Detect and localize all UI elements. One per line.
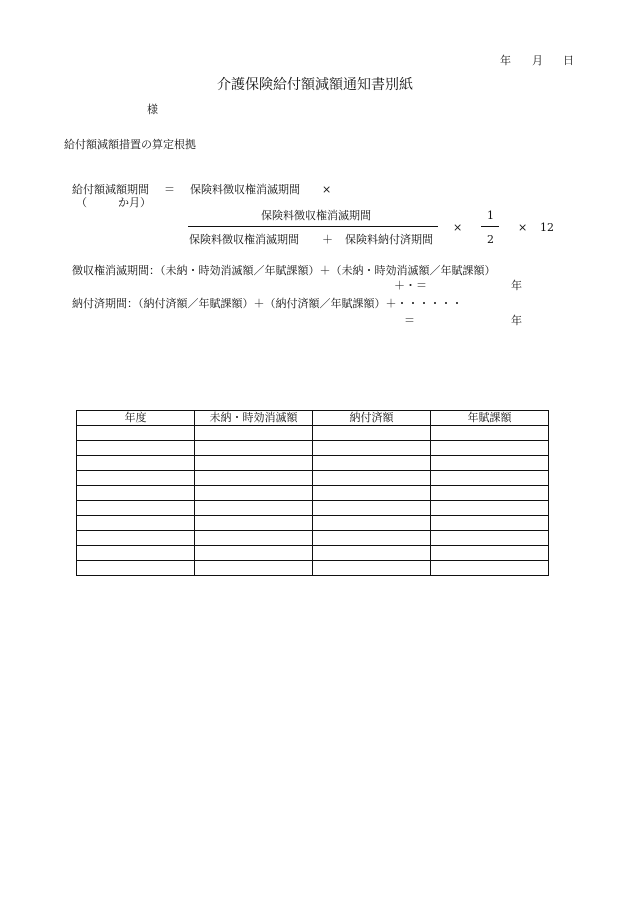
recipient-suffix: 様 bbox=[147, 103, 158, 116]
table-cell bbox=[77, 546, 195, 561]
months-open-paren: （ bbox=[76, 196, 87, 209]
table-cell bbox=[313, 441, 431, 456]
period-label: 給付額減額期間 bbox=[72, 183, 149, 196]
payment-record-table bbox=[76, 410, 549, 576]
table-cell bbox=[431, 471, 549, 486]
table-cell bbox=[195, 561, 313, 576]
table-cell bbox=[77, 456, 195, 471]
table-cell bbox=[77, 516, 195, 531]
denominator-plus: ＋ bbox=[322, 233, 333, 246]
paid-year-unit: 年 bbox=[511, 314, 522, 327]
table-row bbox=[77, 456, 549, 471]
formula-equals: ＝ bbox=[164, 183, 175, 196]
half-fraction-bar bbox=[481, 226, 499, 227]
table-cell bbox=[195, 516, 313, 531]
fraction-numerator: 保険料徴収権消滅期間 bbox=[261, 209, 371, 222]
table-row bbox=[77, 501, 549, 516]
table-cell bbox=[77, 531, 195, 546]
table-row bbox=[77, 441, 549, 456]
table-cell bbox=[77, 501, 195, 516]
table-cell bbox=[431, 531, 549, 546]
table-row bbox=[77, 486, 549, 501]
table-cell bbox=[431, 561, 549, 576]
table-header-row bbox=[77, 411, 549, 426]
paid-equals: ＝ bbox=[404, 314, 415, 327]
table-row bbox=[77, 516, 549, 531]
table-row bbox=[77, 561, 549, 576]
paid-period-line: 納付済期間：（納付済額／年賦課額）＋（納付済額／年賦課額）＋・・・・・・ bbox=[72, 297, 463, 310]
table-cell bbox=[195, 531, 313, 546]
date-day-label: 日 bbox=[563, 54, 574, 67]
table-cell bbox=[431, 456, 549, 471]
table-cell bbox=[195, 426, 313, 441]
table-cell bbox=[77, 561, 195, 576]
table-row bbox=[77, 531, 549, 546]
table-cell bbox=[431, 426, 549, 441]
table-cell bbox=[313, 516, 431, 531]
table-cell bbox=[77, 441, 195, 456]
table-cell bbox=[313, 471, 431, 486]
header-fiscal-year: 年度 bbox=[77, 411, 195, 426]
table-cell bbox=[431, 441, 549, 456]
denominator-extinction: 保険料徴収権消滅期間 bbox=[189, 233, 299, 246]
table-cell bbox=[313, 456, 431, 471]
table-row bbox=[77, 471, 549, 486]
table-cell bbox=[313, 546, 431, 561]
table-cell bbox=[195, 471, 313, 486]
table-cell bbox=[313, 426, 431, 441]
table-cell bbox=[195, 441, 313, 456]
table-cell bbox=[313, 486, 431, 501]
table-cell bbox=[313, 501, 431, 516]
table-cell bbox=[431, 501, 549, 516]
times-sign-1: × bbox=[322, 183, 332, 196]
table-cell bbox=[313, 531, 431, 546]
extinction-period-line: 徴収権消滅期間：（未納・時効消滅額／年賦課額）＋（未納・時効消滅額／年賦課額） bbox=[72, 264, 496, 277]
section-heading: 給付額減額措置の算定根拠 bbox=[64, 138, 196, 151]
table-cell bbox=[77, 486, 195, 501]
table-cell bbox=[431, 486, 549, 501]
table-cell bbox=[77, 471, 195, 486]
document-title: 介護保険給付額減額通知書別紙 bbox=[217, 77, 413, 93]
table-cell bbox=[431, 516, 549, 531]
header-paid-amount: 納付済額 bbox=[313, 411, 431, 426]
table-cell bbox=[195, 501, 313, 516]
half-denominator: 2 bbox=[487, 233, 494, 246]
times-sign-2: × bbox=[453, 221, 463, 234]
header-unpaid-amount: 未納・時効消滅額 bbox=[195, 411, 313, 426]
period-term: 保険料徴収権消滅期間 bbox=[190, 183, 300, 196]
half-numerator: 1 bbox=[487, 209, 494, 222]
table-row bbox=[77, 426, 549, 441]
table-cell bbox=[313, 561, 431, 576]
extinction-continuation: ＋・＝ bbox=[394, 279, 427, 292]
fraction-bar bbox=[188, 226, 438, 227]
twelve-months: 12 bbox=[540, 221, 554, 234]
table-cell bbox=[195, 546, 313, 561]
extinction-year-unit: 年 bbox=[511, 279, 522, 292]
table-cell bbox=[195, 456, 313, 471]
times-sign-3: × bbox=[518, 221, 528, 234]
table-cell bbox=[431, 546, 549, 561]
denominator-paid: 保険料納付済期間 bbox=[345, 233, 433, 246]
date-month-label: 月 bbox=[532, 54, 543, 67]
months-unit: か月） bbox=[118, 196, 151, 209]
table-cell bbox=[77, 426, 195, 441]
date-year-label: 年 bbox=[500, 54, 511, 67]
table-row bbox=[77, 546, 549, 561]
header-annual-levy: 年賦課額 bbox=[431, 411, 549, 426]
table-cell bbox=[195, 486, 313, 501]
